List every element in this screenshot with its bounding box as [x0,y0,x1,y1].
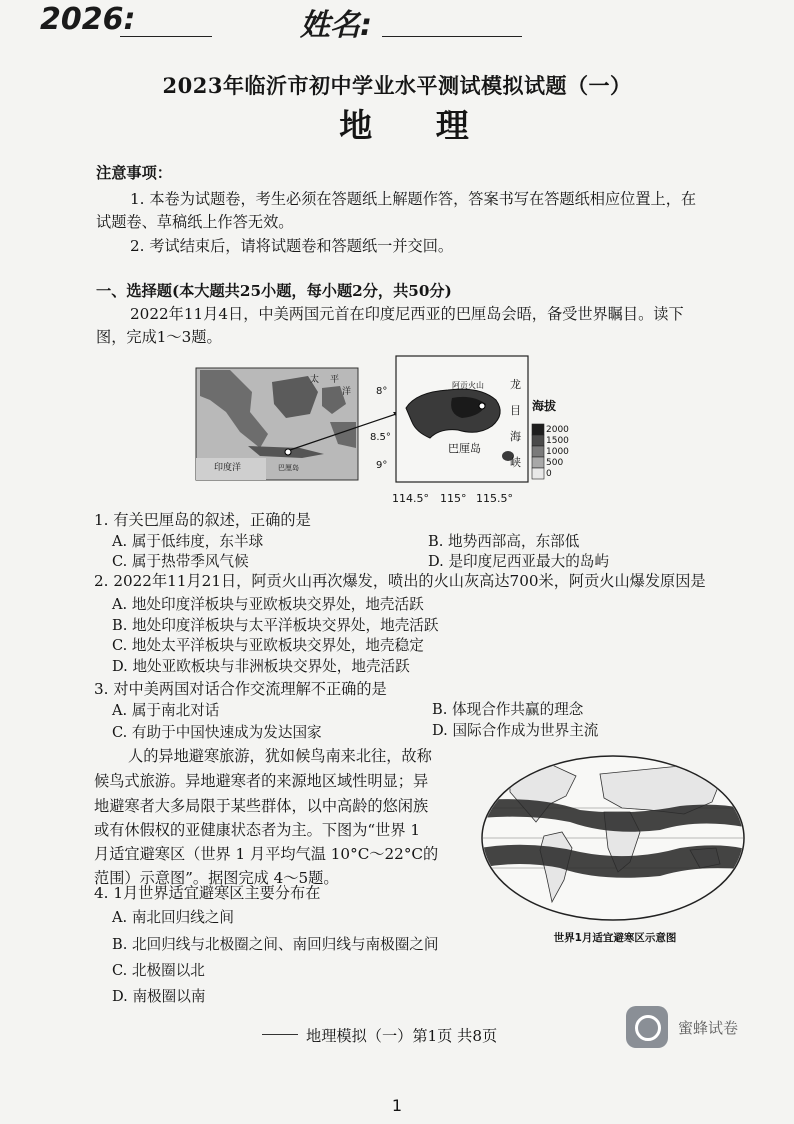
agung-volcano-marker [479,403,485,409]
passage-line-5: 月适宜避寒区（世界 1 月平均气温 10°C～22°C的 [94,845,439,863]
question-4-stem: 4. 1月世界适宜避寒区主要分布在 [94,884,321,902]
lat-tick-8: 8° [376,386,388,397]
legend-value-0: 0 [546,469,552,479]
label-agung-volcano: 阿贡火山 [452,381,484,390]
label-bali-small: 巴厘岛 [278,464,299,472]
question-4-option-c: C. 北极圈以北 [112,962,205,979]
section-heading: 一、选择题(本大题共25小题，每小题2分，共50分) [96,282,452,300]
legend-swatch [532,424,544,435]
question-2-option-d: D. 地处亚欧板块与非洲板块交界处，地壳活跃 [112,658,410,675]
label-tai: 太 [310,375,320,385]
watermark-logo [626,1006,668,1048]
watermark-text: 蜜蜂试卷 [678,1019,739,1037]
legend-swatch [532,457,544,468]
handwritten-label-right: 姓名: [300,8,372,43]
intro-line-1: 2022年11月4日，中美两国元首在印度尼西亚的巴厘岛会晤，备受世界瞩目。读下 [130,305,684,323]
legend-value-1500: 1500 [546,436,569,446]
passage-line-1: 人的异地避寒旅游，犹如候鸟南来北往，故称 [128,747,432,765]
lat-tick-9: 9° [376,460,388,471]
question-3-option-b: B. 体现合作共赢的理念 [432,701,584,718]
passage-line-3: 地避寒者大多局限于某些群体，以中高龄的悠闲族 [94,797,429,815]
page-number: 1 [391,1096,403,1115]
notice-heading: 注意事项： [96,164,172,182]
passage-line-6: 范围）示意图”。据图完成 4～5题。 [94,869,339,887]
answer-blank-right [382,36,522,37]
legend-value-1000: 1000 [546,447,569,457]
label-yang: 洋 [342,387,352,397]
question-2-option-a: A. 地处印度洋板块与亚欧板块交界处，地壳活跃 [112,596,424,613]
passage-line-2: 候鸟式旅游。异地避寒者的来源地区域性明显；异 [94,772,429,790]
bali-location-map [190,352,580,512]
question-2-stem: 2. 2022年11月21日，阿贡火山再次爆发，喷出的火山灰高达700米，阿贡火山爆发原因是 [94,572,706,590]
legend-swatch [532,446,544,457]
handwritten-label-left: 2026: [40,2,136,37]
question-1-stem: 1. 有关巴厘岛的叙述，正确的是 [94,511,311,529]
question-3-stem: 3. 对中美两国对话合作交流理解不正确的是 [94,680,387,698]
question-3-option-c: C. 有助于中国快速成为发达国家 [112,724,322,741]
legend-title: 海拔 [532,399,557,413]
question-1-option-b: B. 地势西部高，东部低 [428,533,580,550]
legend-swatch [532,435,544,446]
intro-line-2: 图，完成1～3题。 [96,328,222,346]
bali-inset-map [370,356,528,505]
label-hai: 海 [510,430,521,443]
lon-tick-114-5: 114.5° [392,492,429,505]
label-mu: 目 [510,404,521,417]
lon-tick-115-5: 115.5° [476,492,513,505]
label-long: 龙 [510,378,521,391]
overview-map [196,368,358,480]
elevation-legend [532,398,569,479]
world-map-caption: 世界1月适宜避寒区示意图 [553,932,677,944]
exam-title: 2023年临沂市初中学业水平测试模拟试题（一） [162,73,632,98]
label-bali-island: 巴厘岛 [448,442,481,455]
question-3-option-a: A. 属于南北对话 [112,702,220,719]
notice-item-2: 2. 考试结束后，请将试题卷和答题纸一并交回。 [130,237,454,255]
world-winter-resort-map [480,752,750,946]
label-xia: 峡 [510,456,521,469]
answer-blank-left [120,36,212,37]
question-3-option-d: D. 国际合作成为世界主流 [432,722,599,739]
passage-line-4: 或有休假权的亚健康状态者为主。下图为“世界 1 [94,821,421,839]
label-ping: 平 [330,375,340,385]
footer-rule-left [262,1034,298,1035]
question-2-option-b: B. 地处印度洋板块与太平洋板块交界处，地壳活跃 [112,617,439,634]
watermark-logo-icon [635,1015,661,1041]
lat-tick-8-5: 8.5° [370,432,391,443]
lon-tick-115: 115° [440,492,467,505]
question-1-option-c: C. 属于热带季风气候 [112,553,249,570]
question-1-option-d: D. 是印度尼西亚最大的岛屿 [428,553,609,570]
notice-item-1-line-1: 1. 本卷为试题卷，考生必须在答题纸上解题作答，答案书写在答题纸相应位置上，在 [130,190,697,208]
subject-title: 地 理 [339,106,495,145]
question-2-option-c: C. 地处太平洋板块与亚欧板块交界处，地壳稳定 [112,637,424,654]
question-1-option-a: A. 属于低纬度，东半球 [112,533,264,550]
legend-value-500: 500 [546,458,564,468]
question-4-option-d: D. 南极圈以南 [112,988,206,1005]
label-indian-ocean: 印度洋 [214,463,242,473]
legend-value-2000: 2000 [546,425,569,435]
question-4-option-a: A. 南北回归线之间 [112,909,234,926]
footer-page-info: 地理模拟（一）第1页 共8页 [306,1027,498,1045]
notice-item-1-line-2: 试题卷、草稿纸上作答无效。 [96,213,294,231]
question-4-option-b: B. 北回归线与北极圈之间、南回归线与南极圈之间 [112,936,439,953]
legend-swatch [532,468,544,479]
